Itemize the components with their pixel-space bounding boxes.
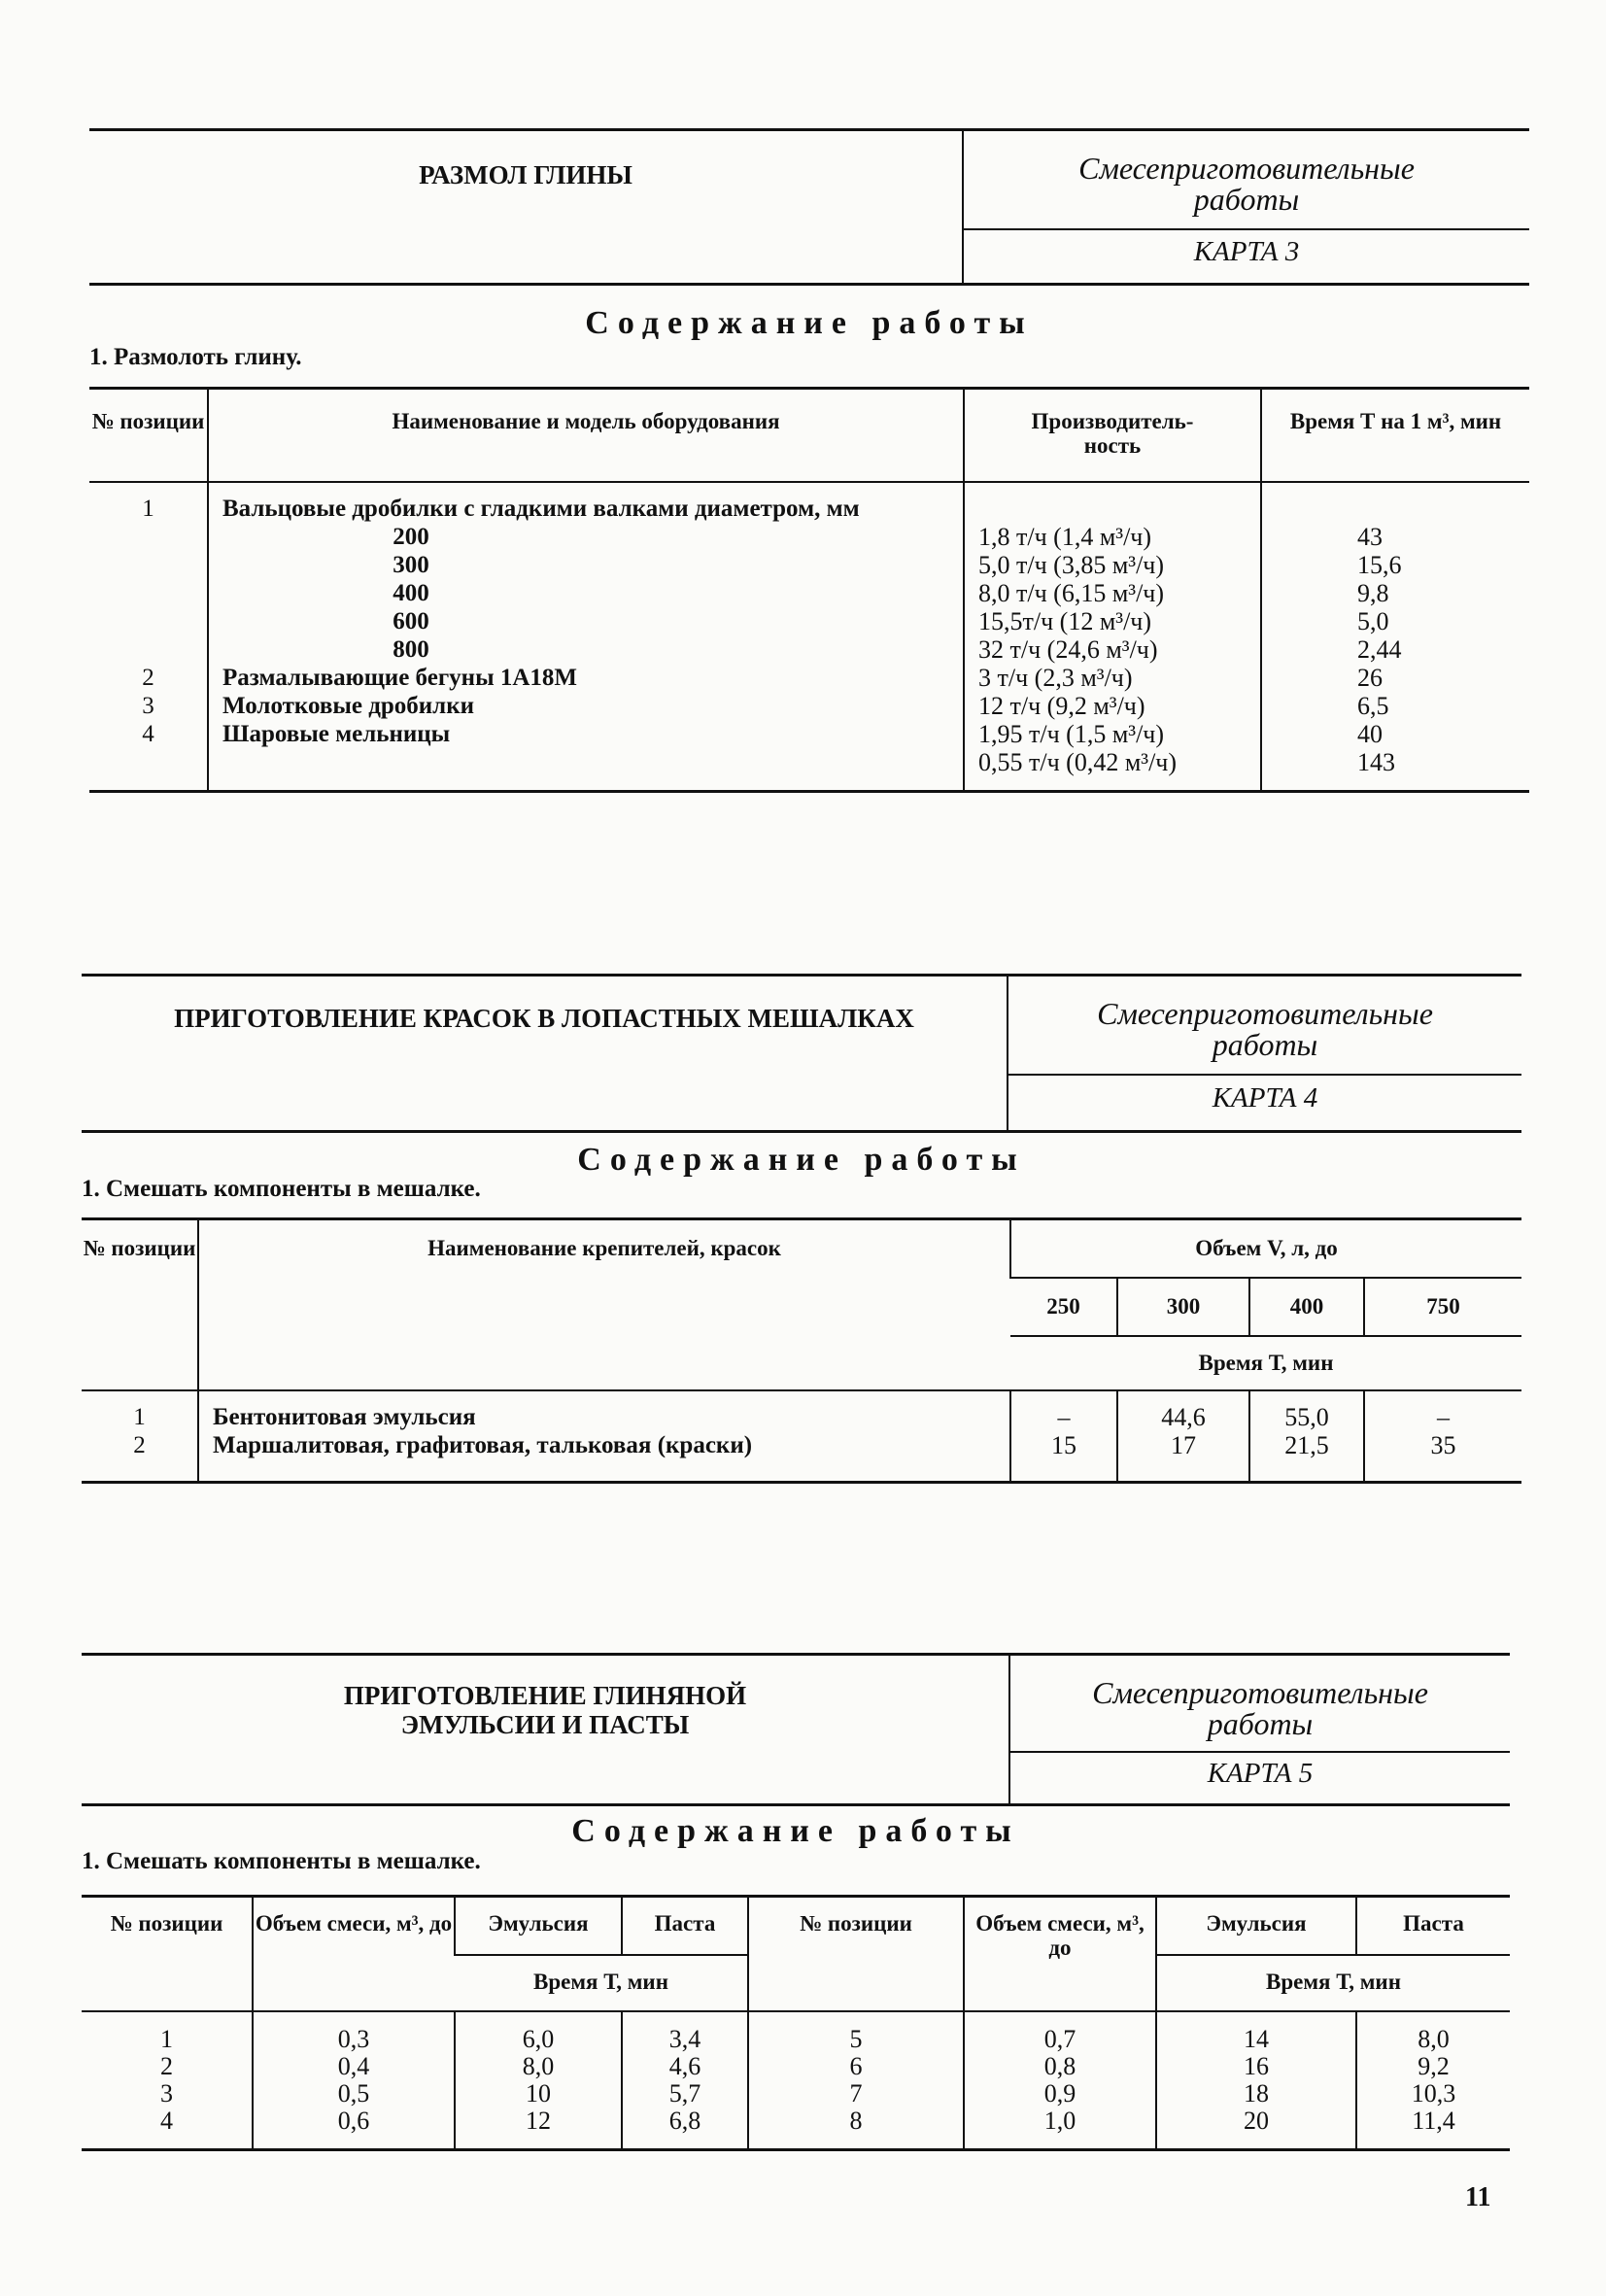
value-cell: 7 [748, 2080, 964, 2108]
card5-col-time-2: Время Т, мин [1156, 1955, 1510, 2011]
pos-cell: 1 [142, 495, 154, 522]
value-cell: 0,8 [964, 2053, 1156, 2080]
value-cell: 0,6 [253, 2108, 455, 2150]
card4-rows [82, 1390, 1521, 1483]
value-cell: 1,0 [964, 2108, 1156, 2150]
card4-title: ПРИГОТОВЛЕНИЕ КРАСОК В ЛОПАСТНЫХ МЕШАЛКАХ [82, 977, 1008, 1130]
value-cell: 10,3 [1356, 2080, 1510, 2108]
card5-col-time-1: Время Т, мин [455, 1955, 748, 2011]
table-row [82, 2011, 1510, 2053]
card3-table [89, 387, 1529, 793]
value-cell: 1 [160, 2024, 173, 2053]
prod-cell [964, 482, 1261, 523]
card5-rows [82, 2011, 1510, 2150]
card3-col-pos: № позиции [89, 389, 208, 482]
prod-cell: 12 т/ч (9,2 м³/ч) [964, 692, 1261, 720]
time-cell: 6,5 [1261, 692, 1529, 720]
card3-category: Смесеприготовительные работы [964, 131, 1529, 230]
card3-card-number: КАРТА 3 [1193, 236, 1300, 267]
prod-cell: 5,0 т/ч (3,85 м³/ч) [964, 551, 1261, 579]
time-cell: 15,6 [1261, 551, 1529, 579]
time-cell: 9,8 [1261, 579, 1529, 607]
card3-col-prod: Производительность [964, 389, 1261, 482]
time-cell: 26 [1261, 664, 1529, 692]
value-cell: 4,6 [622, 2053, 748, 2080]
time-cell: 2,44 [1261, 635, 1529, 664]
card3-col-time: Время Т на 1 м³, мин [1261, 389, 1529, 482]
card5-card-number: КАРТА 5 [1207, 1758, 1314, 1789]
prod-cell: 15,5т/ч (12 м³/ч) [964, 607, 1261, 635]
card4-col-time: Время Т, мин [1010, 1336, 1521, 1390]
value-cell: 16 [1156, 2053, 1356, 2080]
card4-category: Смесеприготовительные работы [1008, 977, 1521, 1076]
card5-table [82, 1895, 1510, 2151]
card4-step: 1. Смешать компоненты в мешалке. [82, 1176, 481, 1202]
name-cell: 300 [208, 551, 964, 579]
page-number: 11 [1465, 2182, 1491, 2212]
table-row [82, 2053, 1510, 2080]
name-cell: Молотковые дробилки [208, 692, 964, 720]
card4-col-volume: Объем V, л, до [1010, 1219, 1521, 1278]
pos-cell [89, 551, 208, 579]
value-cell: 18 [1156, 2080, 1356, 2108]
pos-cell: 4 [142, 720, 154, 747]
name-cell: Маршалитовая, графитовая, тальковая (краски) [198, 1431, 1010, 1483]
value-cell: 11,4 [1356, 2108, 1510, 2150]
value-cell: 55,0 [1249, 1390, 1364, 1431]
table-row [89, 720, 1529, 748]
time-cell [1261, 482, 1529, 523]
card3-rows [89, 482, 1529, 792]
time-cell: 5,0 [1261, 607, 1529, 635]
value-cell: 8,0 [1356, 2011, 1510, 2053]
value-cell: 9,2 [1356, 2053, 1510, 2080]
card4-vol-300: 300 [1117, 1278, 1249, 1336]
prod-cell: 8,0 т/ч (6,15 м³/ч) [964, 579, 1261, 607]
value-cell: – [1364, 1390, 1521, 1431]
name-cell: Бентонитовая эмульсия [198, 1390, 1010, 1431]
value-cell: 8,0 [455, 2053, 622, 2080]
value-cell: 5 [748, 2011, 964, 2053]
card3-title: РАЗМОЛ ГЛИНЫ [89, 131, 964, 283]
table-row [82, 1431, 1521, 1483]
name-cell: Шаровые мельницы [208, 720, 964, 748]
card5-col-pos-1: № позиции [82, 1897, 253, 2011]
value-cell: 4 [160, 2106, 173, 2135]
pos-cell: 1 [133, 1403, 146, 1430]
time-cell: 40 [1261, 720, 1529, 748]
card3-step: 1. Размолоть глину. [89, 344, 302, 370]
value-cell: 0,4 [253, 2053, 455, 2080]
value-cell: 3,4 [622, 2011, 748, 2053]
value-cell: 5,7 [622, 2080, 748, 2108]
card5-step: 1. Смешать компоненты в мешалке. [82, 1848, 481, 1874]
card4-content-title: Содержание работы [577, 1142, 1026, 1178]
card5-content-title: Содержание работы [571, 1813, 1020, 1849]
time-cell: 43 [1261, 523, 1529, 551]
pos-cell [89, 523, 208, 551]
value-cell: 21,5 [1249, 1431, 1364, 1483]
table-row [89, 551, 1529, 579]
card4-vol-400: 400 [1249, 1278, 1364, 1336]
card5-title: ПРИГОТОВЛЕНИЕ ГЛИНЯНОЙ ЭМУЛЬСИИ И ПАСТЫ [82, 1656, 1010, 1803]
time-cell: 143 [1261, 748, 1529, 792]
card5-col-paste-1: Паста [622, 1897, 748, 1955]
prod-cell: 1,8 т/ч (1,4 м³/ч) [964, 523, 1261, 551]
card5-col-emul-1: Эмульсия [455, 1897, 622, 1955]
value-cell: 6,0 [455, 2011, 622, 2053]
table-row [89, 607, 1529, 635]
name-cell: 400 [208, 579, 964, 607]
name-cell [208, 748, 964, 792]
card5-col-emul-2: Эмульсия [1156, 1897, 1356, 1955]
table-row [89, 482, 1529, 523]
value-cell: 6 [748, 2053, 964, 2080]
table-row [89, 579, 1529, 607]
prod-cell: 32 т/ч (24,6 м³/ч) [964, 635, 1261, 664]
value-cell: 3 [160, 2078, 173, 2108]
table-row [89, 692, 1529, 720]
value-cell: 17 [1117, 1431, 1249, 1483]
name-cell: 600 [208, 607, 964, 635]
pos-cell: 2 [142, 664, 154, 691]
card5-col-vol-1: Объем смеси, м³, до [253, 1897, 455, 2011]
table-row [82, 1390, 1521, 1431]
pos-cell [89, 607, 208, 635]
name-cell: Размалывающие бегуны 1А18М [208, 664, 964, 692]
name-cell: 800 [208, 635, 964, 664]
value-cell: 15 [1010, 1431, 1117, 1483]
card4-vol-250: 250 [1010, 1278, 1117, 1336]
card5-col-paste-2: Паста [1356, 1897, 1510, 1955]
card4-header [82, 974, 1521, 1133]
card3-col-name: Наименование и модель оборудования [208, 389, 964, 482]
value-cell: 0,3 [253, 2011, 455, 2053]
value-cell: – [1010, 1390, 1117, 1431]
value-cell: 20 [1156, 2108, 1356, 2150]
value-cell: 8 [748, 2108, 964, 2150]
value-cell: 6,8 [622, 2108, 748, 2150]
prod-cell: 0,55 т/ч (0,42 м³/ч) [964, 748, 1261, 792]
name-cell: Вальцовые дробилки с гладкими валками диаметром, мм [208, 482, 964, 523]
table-row [89, 523, 1529, 551]
card5-category: Смесеприготовительные работы [1010, 1656, 1510, 1753]
card4-card-number: КАРТА 4 [1212, 1082, 1318, 1114]
name-cell: 200 [208, 523, 964, 551]
card3-header [89, 128, 1529, 286]
table-row [82, 2080, 1510, 2108]
value-cell: 14 [1156, 2011, 1356, 2053]
value-cell: 44,6 [1117, 1390, 1249, 1431]
pos-cell [89, 635, 208, 664]
card4-vol-750: 750 [1364, 1278, 1521, 1336]
table-row [89, 748, 1529, 792]
value-cell: 10 [455, 2080, 622, 2108]
value-cell: 2 [160, 2051, 173, 2080]
card4-col-pos: № позиции [82, 1219, 198, 1390]
table-row [89, 635, 1529, 664]
card4-col-name: Наименование крепителей, красок [198, 1219, 1010, 1390]
pos-cell [89, 748, 208, 792]
card5-col-vol-2: Объем смеси, м³, до [964, 1897, 1156, 2011]
value-cell: 12 [455, 2108, 622, 2150]
card5-header [82, 1653, 1510, 1806]
pos-cell [89, 579, 208, 607]
prod-cell: 3 т/ч (2,3 м³/ч) [964, 664, 1261, 692]
value-cell: 0,5 [253, 2080, 455, 2108]
value-cell: 0,7 [964, 2011, 1156, 2053]
card5-col-pos-2: № позиции [748, 1897, 964, 2011]
value-cell: 35 [1364, 1431, 1521, 1483]
prod-cell: 1,95 т/ч (1,5 м³/ч) [964, 720, 1261, 748]
pos-cell: 2 [133, 1431, 146, 1458]
table-row [82, 2108, 1510, 2150]
table-row [89, 664, 1529, 692]
value-cell: 0,9 [964, 2080, 1156, 2108]
card3-content-title: Содержание работы [585, 305, 1034, 341]
card4-table [82, 1217, 1521, 1484]
pos-cell: 3 [142, 692, 154, 719]
